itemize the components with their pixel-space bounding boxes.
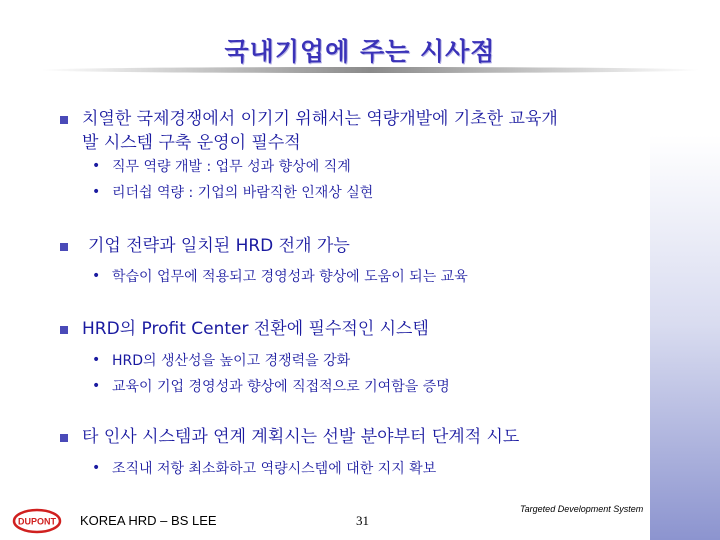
sub-bullet-icon: • [92, 158, 101, 174]
sub-bullet-icon: • [92, 378, 101, 394]
sub-bullet-text: 교육이 기업 경영성과 향상에 직접적으로 기여함을 증명 [112, 379, 450, 395]
title-underline [40, 67, 700, 73]
sub-bullet-text: 직무 역량 개발 : 업무 성과 향상에 직계 [112, 159, 351, 175]
square-bullet-icon [60, 326, 68, 334]
bullet-text-1-line2: 발 시스템 구축 운영이 필수적 [82, 133, 301, 153]
bullet-text-1 [82, 107, 682, 155]
square-bullet-icon [60, 434, 68, 442]
sub-bullet-icon: • [92, 184, 101, 200]
sub-bullet-text: HRD의 생산성을 높이고 경쟁력을 강화 [112, 353, 351, 369]
dupont-logo [12, 508, 62, 534]
square-bullet-icon [60, 116, 68, 124]
sub-bullet-icon: • [92, 460, 101, 476]
footer-program-name: Targeted Development System [520, 504, 644, 514]
logo-text: DUPONT [18, 516, 56, 527]
sub-bullet-text: 학습이 업무에 적용되고 경영성과 향상에 도움이 되는 교육 [112, 269, 468, 285]
bullet-text-2: 기업 전략과 일치된 HRD 전개 가능 [88, 236, 350, 256]
sub-bullet-icon: • [92, 352, 101, 368]
page-number: 31 [356, 513, 369, 528]
bullet-text-4: 타 인사 시스템과 연계 계획시는 선발 분야부터 단계적 시도 [82, 427, 520, 447]
footer-presenter: KOREA HRD – BS LEE [80, 513, 217, 528]
square-bullet-icon [60, 243, 68, 251]
sub-bullet-text: 조직내 저항 최소화하고 역량시스템에 대한 지지 확보 [112, 461, 437, 477]
slide-title: 국내기업에 주는 시사점 [224, 37, 496, 66]
bullet-text-1-line1: 치열한 국제경쟁에서 이기기 위해서는 역량개발에 기초한 교육개 [82, 109, 558, 129]
sub-bullet-text: 리더쉽 역량 : 기업의 바람직한 인재상 실현 [112, 185, 374, 201]
bullet-text-3: HRD의 Profit Center 전환에 필수적인 시스템 [82, 319, 429, 339]
sub-bullet-icon: • [92, 268, 101, 284]
